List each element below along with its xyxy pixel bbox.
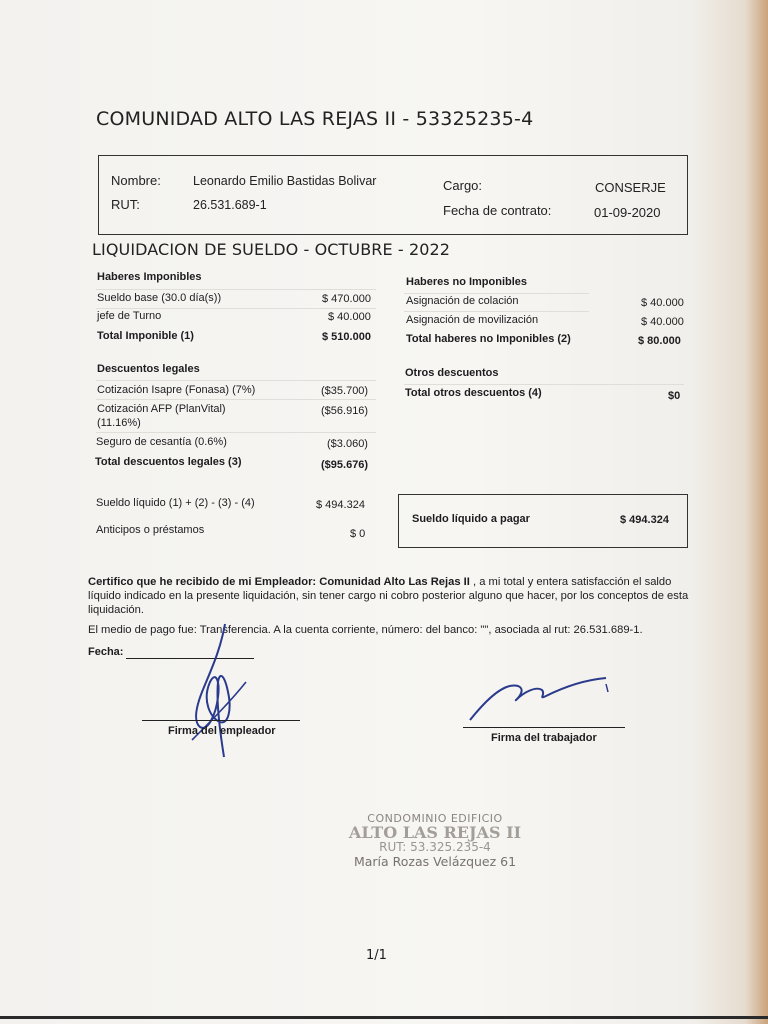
name-value: Leonardo Emilio Bastidas Bolivar <box>193 174 377 188</box>
fecha-label: Fecha: <box>88 646 124 658</box>
fecha-contrato-label: Fecha de contrato: <box>443 203 552 218</box>
afp-label: Cotización AFP (PlanVital) <box>97 403 226 415</box>
stamp-line-1: CONDOMINIO EDIFICIO <box>367 812 503 825</box>
cargo-value: CONSERJE <box>595 180 666 195</box>
jefe-turno-value: $ 40.000 <box>328 311 371 323</box>
rut-value: 26.531.689-1 <box>193 198 267 212</box>
total-otros-descuentos-label: Total otros descuentos (4) <box>405 387 542 399</box>
isapre-label: Cotización Isapre (Fonasa) (7%) <box>97 384 256 396</box>
colacion-value: $ 40.000 <box>641 297 684 309</box>
anticipos-label: Anticipos o préstamos <box>96 524 205 536</box>
stamp-line-2: ALTO LAS REJAS II <box>348 823 522 842</box>
certification-text <box>88 575 698 617</box>
haberes-no-imponibles-heading: Haberes no Imponibles <box>406 276 528 288</box>
afp-value: ($56.916) <box>321 405 369 417</box>
worker-signature-label: Firma del trabajador <box>491 732 597 744</box>
employer-signature-label: Firma del empleador <box>168 725 276 737</box>
condominium-stamp <box>330 812 540 869</box>
movilizacion-label: Asignación de movilización <box>406 314 539 326</box>
total-imponible-value: $ 510.000 <box>322 331 371 343</box>
document-title: COMUNIDAD ALTO LAS REJAS II - 53325235-4 <box>96 108 534 130</box>
jefe-turno-label: jefe de Turno <box>97 310 162 322</box>
sueldo-a-pagar-label: Sueldo líquido a pagar <box>412 513 530 525</box>
sueldo-a-pagar-value: $ 494.324 <box>620 514 669 526</box>
employee-info-box <box>98 155 688 235</box>
cesantia-label: Seguro de cesantía (0.6%) <box>96 436 227 448</box>
total-no-imponible-value: $ 80.000 <box>638 335 681 347</box>
sueldo-liquido-value: $ 494.324 <box>316 499 365 511</box>
total-descuentos-legales-label: Total descuentos legales (3) <box>95 456 242 468</box>
cesantia-value: ($3.060) <box>327 438 368 450</box>
worker-signature-scribble <box>466 670 616 725</box>
page-number: 1/1 <box>366 948 387 963</box>
liquidacion-title: LIQUIDACION DE SUELDO - OCTUBRE - 2022 <box>92 240 451 259</box>
total-imponible-label: Total Imponible (1) <box>97 330 194 342</box>
payment-method-text: El medio de pago fue: Transferencia. A la cuenta corriente, número: del banco: "", asociada al rut: 26.531.689-1. <box>88 624 643 636</box>
total-no-imponible-label: Total haberes no Imponibles (2) <box>406 333 571 345</box>
rut-label: RUT: <box>111 197 140 212</box>
haberes-imponibles-heading: Haberes Imponibles <box>97 271 202 283</box>
otros-descuentos-heading: Otros descuentos <box>405 367 499 379</box>
stamp-line-3: RUT: 53.325.235-4 <box>379 840 491 854</box>
cargo-label: Cargo: <box>443 178 483 193</box>
sueldo-liquido-label: Sueldo líquido (1) + (2) - (3) - (4) <box>96 497 255 509</box>
movilizacion-value: $ 40.000 <box>641 316 684 328</box>
total-otros-descuentos-value: $0 <box>668 390 681 402</box>
name-label: Nombre: <box>111 173 161 188</box>
certification-bold: Certifico que he recibido de mi Empleador: Comunidad Alto Las Rejas II <box>88 576 470 588</box>
total-descuentos-legales-value: ($95.676) <box>321 459 369 471</box>
sueldo-base-value: $ 470.000 <box>322 293 371 305</box>
afp-label-percent: (11.16%) <box>97 417 141 429</box>
colacion-label: Asignación de colación <box>406 295 519 307</box>
worker-signature-line <box>463 727 625 728</box>
sueldo-base-label: Sueldo base (30.0 día(s)) <box>97 292 222 304</box>
descuentos-legales-heading: Descuentos legales <box>97 363 200 375</box>
fecha-contrato-value: 01-09-2020 <box>594 205 661 220</box>
isapre-value: ($35.700) <box>321 385 369 397</box>
certification-rest: , a mi total y entera satisfacción el saldo líquido indicado en la presente liquidación, sin tener cargo ni cobro posterior alguno que hacer, por los conceptos de esta liquidación. <box>88 576 689 616</box>
stamp-line-4: María Rozas Velázquez 61 <box>353 854 517 869</box>
employer-signature-scribble <box>180 622 260 762</box>
anticipos-value: $ 0 <box>350 528 366 540</box>
employer-signature-line <box>142 720 300 721</box>
scan-edge <box>0 1016 768 1019</box>
